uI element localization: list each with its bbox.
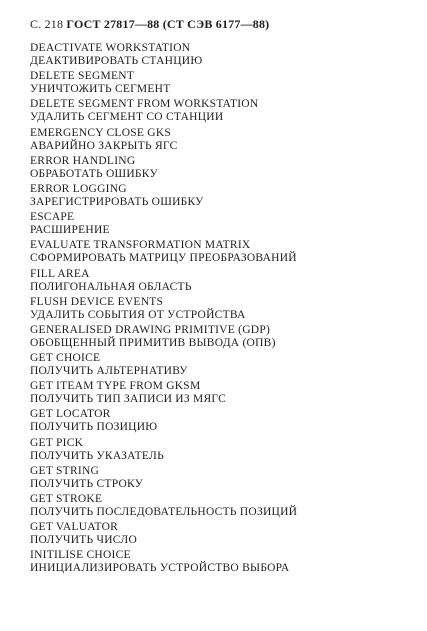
term-english: GET STROKE (30, 493, 103, 505)
term-entry (30, 465, 400, 493)
term-english: FLUSH DEVICE EVENTS (30, 295, 164, 308)
term-entry (30, 155, 400, 183)
term-english: EMERGENCY CLOSE GKS (30, 126, 172, 139)
term-russian: ЗАРЕГИСТРИРОВАТЬ ОШИБКУ (30, 195, 204, 208)
term-english: GET LOCATOR (30, 408, 111, 421)
term-russian: ПОЛУЧИТЬ ПОСЛЕДОВАТЕЛЬНОСТЬ ПОЗИЦИЙ (30, 506, 298, 518)
term-entry (30, 98, 400, 126)
term-english: EVALUATE TRANSFORMATION MATRIX (30, 239, 251, 252)
term-english: ERROR LOGGING (30, 182, 127, 195)
term-russian: ПОЛУЧИТЬ УКАЗАТЕЛЬ (30, 449, 164, 462)
term-english: DEACTIVATE WORKSTATION (30, 42, 191, 54)
term-english: GENERALISED DRAWING PRIMITIVE (GDP) (30, 323, 271, 336)
term-russian: УДАЛИТЬ СЕГМЕНТ СО СТАНЦИИ (30, 111, 224, 124)
term-russian: ОБОБЩЕННЫЙ ПРИМИТИВ ВЫВОДА (ОПВ) (30, 336, 276, 349)
term-english: DELETE SEGMENT FROM WORKSTATION (30, 98, 259, 111)
term-russian: ОБРАБОТАТЬ ОШИБКУ (30, 167, 158, 180)
term-entry (30, 239, 400, 267)
term-entry (30, 268, 400, 296)
term-russian: ПОЛУЧИТЬ ТИП ЗАПИСИ ИЗ МЯГС (30, 393, 227, 406)
term-english: GET VALUATOR (30, 521, 119, 534)
term-english: ERROR HANDLING (30, 154, 136, 167)
term-entry (30, 352, 400, 380)
term-english: GET CHOICE (30, 352, 101, 365)
term-russian: ДЕАКТИВИРОВАТЬ СТАНЦИЮ (30, 55, 203, 67)
term-russian: ИНИЦИАЛИЗИРОВАТЬ УСТРОЙСТВО ВЫБОРА (30, 562, 290, 575)
term-entry (30, 408, 400, 436)
term-entry (30, 493, 400, 521)
term-entry (30, 324, 400, 352)
term-russian: ПОЛУЧИТЬ СТРОКУ (30, 477, 144, 490)
term-russian: АВАРИЙНО ЗАКРЫТЬ ЯГС (30, 139, 178, 152)
term-entry (30, 380, 400, 408)
page-number: С. 218 (30, 17, 64, 31)
term-entry (30, 70, 400, 98)
term-english: DELETE SEGMENT (30, 70, 135, 83)
term-entry (30, 42, 400, 70)
term-russian: УНИЧТОЖИТЬ СЕГМЕНТ (30, 83, 171, 96)
term-entry (30, 296, 400, 324)
term-russian: ПОЛУЧИТЬ ЧИСЛО (30, 534, 138, 547)
term-english: GET STRING (30, 464, 100, 477)
term-entry (30, 211, 400, 239)
term-russian: СФОРМИРОВАТЬ МАТРИЦУ ПРЕОБРАЗОВАНИЙ (30, 252, 297, 265)
term-english: GET PICK (30, 436, 84, 449)
term-english: INITILISE CHOICE (30, 549, 131, 562)
term-english: ESCAPE (30, 211, 75, 224)
term-russian: ПОЛУЧИТЬ АЛЬТЕРНАТИВУ (30, 365, 188, 378)
page-header (30, 17, 269, 32)
term-english: GET ITEAM TYPE FROM GKSM (30, 380, 201, 393)
term-entry (30, 437, 400, 465)
term-russian: ПОЛИГОНАЛЬНАЯ ОБЛАСТЬ (30, 280, 192, 293)
term-list (30, 42, 400, 578)
term-entry (30, 549, 400, 577)
term-entry (30, 127, 400, 155)
term-russian: ПОЛУЧИТЬ ПОЗИЦИЮ (30, 421, 158, 434)
term-english: FILL AREA (30, 267, 90, 280)
term-entry (30, 183, 400, 211)
term-entry (30, 521, 400, 549)
term-russian: УДАЛИТЬ СОБЫТИЯ ОТ УСТРОЙСТВА (30, 308, 246, 321)
term-russian: РАСШИРЕНИЕ (30, 224, 110, 237)
standard-designation: ГОСТ 27817—88 (СТ СЭВ 6177—88) (66, 17, 270, 31)
